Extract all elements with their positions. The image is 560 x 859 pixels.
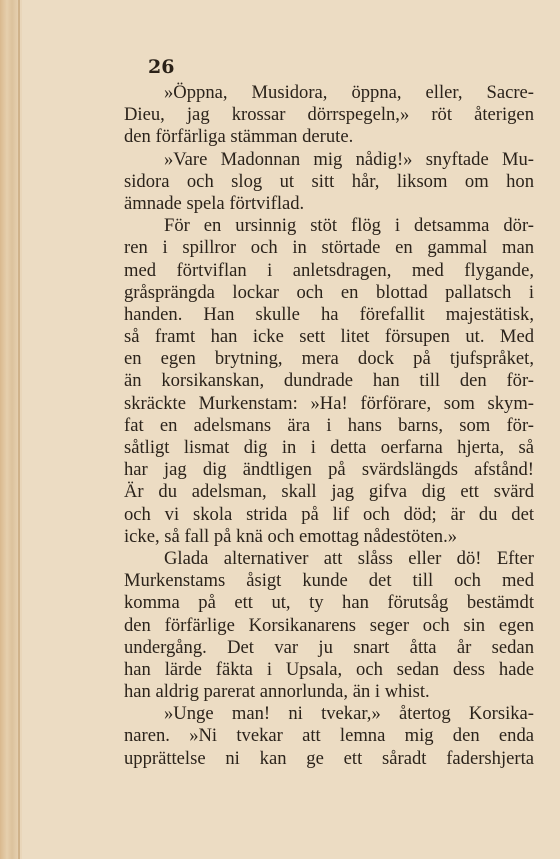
text-line: än korsikanskan, dundrade han till den för-: [124, 370, 534, 392]
text-line: han aldrig parerat annorlunda, än i whist.: [124, 681, 430, 703]
text-line: Dieu, jag krossar dörrspegeln,» röt återigen: [124, 104, 534, 126]
text-line: icke, så fall på knä och emottag nådestöten.»: [124, 525, 458, 547]
text-line: så framt han icke sett litet försupen ut. Med: [124, 326, 534, 348]
text-line: gråsprängda lockar och en blottad pallatsch i: [124, 281, 534, 303]
text-line: komma på ett ut, ty han förutsåg bestämdt: [124, 592, 534, 614]
text-line: en egen brytning, mera dock på tjufspråket,: [124, 348, 534, 370]
page-number: 26: [148, 56, 175, 78]
text-line: naren. »Ni tvekar att lemna mig den enda: [124, 725, 534, 747]
text-line: »Öppna, Musidora, öppna, eller, Sacre-: [164, 82, 534, 103]
text-line: »Vare Madonnan mig nådig!» snyftade Mu-: [164, 148, 534, 170]
text-line: »Unge man! ni tvekar,» återtog Korsika-: [164, 703, 534, 725]
text-line: Murkenstams åsigt kunde det till och med: [124, 570, 534, 592]
text-line: upprättelse ni kan ge ett såradt fadershjerta: [124, 747, 534, 769]
text-line: fat en adelsmans ära i hans barns, som för-: [124, 414, 534, 436]
text-line: den förfärlige Korsikanarens seger och sin egen: [124, 614, 534, 636]
text-line: han lärde fäkta i Upsala, och sedan dess hade: [124, 658, 534, 680]
text-line: och vi skola strida på lif och död; är du det: [124, 503, 534, 525]
text-line: har jag dig ändtligen på svärdslängds afstånd!: [124, 459, 534, 481]
text-line: Är du adelsman, skall jag gifva dig ett svärd: [124, 481, 534, 503]
text-line: med förtviflan i anletsdragen, med flygande,: [124, 259, 534, 281]
page-edge: [0, 0, 20, 859]
text-line: den förfärliga stämman derute.: [124, 126, 354, 148]
text-line: undergång. Det var ju snart åtta år sedan: [124, 636, 534, 658]
text-line: För en ursinnig stöt flög i detsamma dör-: [164, 215, 534, 237]
text-line: ämnade spela förtviflad.: [124, 192, 305, 214]
text-line: såtligt lismat dig in i detta oerfarna hjerta, så: [124, 437, 534, 458]
text-line: ren i spillror och in störtade en gammal man: [124, 237, 534, 259]
body-text: [124, 82, 534, 770]
text-line: Glada alternativer att slåss eller dö! Efter: [164, 547, 534, 569]
text-line: handen. Han skulle ha förefallit majestätisk,: [124, 303, 534, 325]
text-line: skräckte Murkenstam: »Ha! förförare, som skym-: [124, 392, 534, 414]
text-line: sidora och slog ut sitt hår, liksom om hon: [124, 170, 534, 192]
